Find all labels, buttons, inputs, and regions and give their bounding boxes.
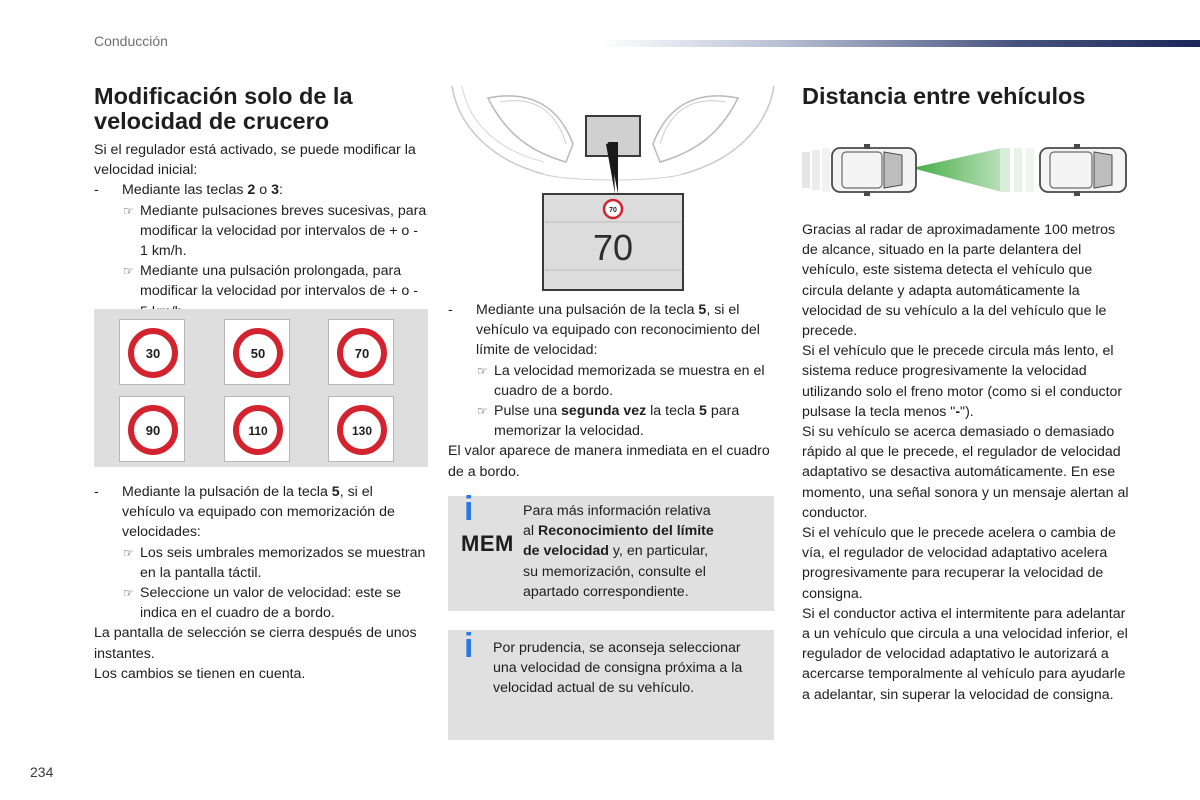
step-select-text: Seleccione un valor de velocidad: este se indica en el cuadro de a bordo.: [140, 585, 402, 622]
press-pre: Mediante una pulsación de la tecla: [476, 302, 699, 318]
info-mem-line-2-pre: al: [523, 523, 538, 540]
pointing-hand-icon: ☞: [477, 404, 488, 419]
prudence-text: Por prudencia, se aconseja seleccionar una velocidad de consigna próxima a la velocidad actual de su vehículo.: [493, 640, 743, 697]
speed-limit-sign-icon: [225, 320, 291, 386]
display-limit-sign: 70: [609, 207, 617, 214]
step-short-press: [94, 201, 429, 262]
keys-pre: Mediante las teclas: [122, 182, 248, 199]
too-close-paragraph: Si su vehículo se acerca demasiado o demasiado rápido al que le precede, el regulador de velocidad adaptativo se desactiva automáticamente. En ese momento, una señal sonora y un mensaje alertan al conductor.: [802, 424, 1129, 521]
step-thresholds-shown: [94, 543, 429, 583]
column-cruise-speed: [94, 84, 429, 322]
speed-sign-panel: [94, 309, 428, 467]
speed-sign-value: 70: [354, 346, 370, 361]
title-line-1: Modificación solo de la: [94, 83, 353, 109]
info-mem-line-4: su memorización, consulte el: [523, 563, 706, 580]
column-vehicle-distance: [802, 84, 1132, 109]
column-memory-speeds: [94, 482, 429, 684]
outro-changes-applied: Los cambios se tienen en cuenta.: [94, 665, 306, 682]
step-long-press-text: Mediante una pulsación prolongada, para modificar la velocidad por intervalos de + o -: [140, 263, 418, 300]
info-icon: i: [464, 490, 474, 528]
key5-post: , si el vehículo va equipado con memorización de velocidades:: [122, 484, 395, 541]
display-speed-value: 70: [592, 227, 634, 268]
vehicle-distance-body: [802, 220, 1132, 705]
key-2: 2: [247, 182, 256, 199]
slower-vehicle-text: Si el vehículo que le precede circula más lento, el sistema reduce progresivamente la velocidad utilizando solo el freno motor (como si el conductor pulsase la tecla menos ": [802, 343, 1123, 420]
pointing-hand-icon: ☞: [123, 545, 134, 560]
step-press-again-post: para memorizar la velocidad.: [494, 403, 740, 440]
info-mem-link-bold-2: de velocidad: [523, 543, 609, 560]
radar-paragraph: Gracias al radar de aproximadamente 100 metros de alcance, situado en la parte delantera del vehículo, este sistema detecta el vehículo que circula delante y adapta automáticamente la velocidad de su vehículo a la del vehículo que le precede.: [802, 222, 1116, 340]
page-number: 234: [30, 764, 54, 780]
info-box-prudence: [448, 627, 774, 740]
pointing-hand-icon: ☞: [123, 264, 134, 279]
speed-sign-value: 50: [250, 346, 266, 361]
info-mem-line-3: [523, 541, 768, 561]
outro-screen-closes: La pantalla de selección se cierra después de unos instantes.: [94, 625, 417, 662]
speed-limit-sign-icon: [329, 320, 395, 386]
speed-sign-card: [224, 396, 290, 462]
speed-sign-value: 110: [248, 424, 268, 438]
mem-label: MEM: [461, 531, 514, 556]
step-thresholds-text: Los seis umbrales memorizados se muestran en la pantalla táctil.: [140, 544, 426, 581]
info-mem-line-3-post: y, en particular,: [608, 543, 709, 560]
minus-key: -: [955, 403, 961, 420]
step-select-value: [94, 583, 429, 623]
second-time-emphasis: segunda vez: [561, 403, 647, 420]
info-mem-line-2: [523, 521, 768, 541]
key-5: 5: [331, 484, 340, 500]
speed-limit-sign-icon: [120, 397, 186, 463]
own-vehicle-icon: [832, 144, 916, 196]
title-line-2: velocidad de crucero: [94, 108, 330, 134]
keys-bullet: [94, 180, 429, 200]
column-speed-recognition: [448, 300, 778, 482]
step-press-again: [448, 401, 778, 441]
step-press-again-pre: Pulse una: [494, 403, 562, 420]
speed-sign-card: [224, 319, 290, 385]
keys-post: :: [278, 182, 283, 199]
speed-sign-value: 130: [351, 424, 373, 438]
speed-sign-value: 30: [145, 346, 161, 361]
lead-vehicle-icon: [1040, 144, 1126, 196]
keys-mid: o: [255, 182, 272, 199]
info-mem-text: [523, 501, 768, 602]
step-memorized-text: La velocidad memorizada se muestra en el cuadro de a bordo.: [494, 362, 765, 399]
lead-accelerates-paragraph: Si el vehículo que le precede acelera o cambia de vía, el regulador de velocidad adaptativo acelera progresivamente para recuperar la velocidad de consigna.: [802, 525, 1116, 602]
speed-sign-value: 90: [145, 423, 161, 438]
info-icon: i: [464, 627, 474, 665]
speed-limit-sign-icon: [329, 397, 395, 463]
cruise-speed-title: [94, 84, 429, 134]
press-key-5: 5: [698, 302, 707, 318]
info-mem-link-bold: Reconocimiento del límite: [537, 523, 714, 540]
slower-vehicle-paragraph: [802, 341, 1132, 422]
overtake-paragraph: Si el conductor activa el intermitente para adelantar a un vehículo que circula a una velocidad inferior, el regulador de velocidad adaptativo le autorizará a acercarse temporalmente al vehículo para ayudarle a adelantar, sin superar la velocidad de consigna.: [802, 605, 1128, 703]
step-memorized-shown: [448, 361, 778, 401]
info-box-speed-recognition: [448, 490, 774, 611]
speed-sign-card: [328, 319, 394, 385]
speed-limit-sign-icon: [120, 320, 186, 386]
step-press-again-mid: la tecla: [646, 403, 700, 420]
instrument-cluster-illustration: [448, 84, 778, 294]
press-key5-bullet: [448, 300, 778, 361]
info-mem-line-1: Para más información relativa: [523, 503, 711, 519]
step-key-5: 5: [699, 403, 707, 420]
section-header: Conducción: [94, 33, 168, 49]
slower-vehicle-end: ").: [960, 403, 974, 420]
pointing-hand-icon: ☞: [123, 586, 134, 601]
value-appears-text: El valor aparece de manera inmediata en el cuadro de a bordo.: [448, 443, 770, 480]
pointing-hand-icon: ☞: [477, 363, 488, 378]
press-post: , si el vehículo va equipado con reconocimiento del límite de velocidad:: [476, 302, 760, 359]
speed-sign-card: [328, 396, 394, 462]
speed-sign-card: [119, 396, 185, 462]
intro-text: Si el regulador está activado, se puede modificar la velocidad inicial:: [94, 142, 416, 179]
info-mem-line-5: apartado correspondiente.: [523, 583, 689, 600]
step-short-press-text: Mediante pulsaciones breves sucesivas, para modificar la velocidad por intervalos de + o - 1 km/h.: [140, 202, 427, 260]
key-3: 3: [271, 182, 279, 199]
pointing-hand-icon: ☞: [123, 203, 134, 218]
radar-distance-illustration: [802, 142, 1132, 198]
speed-limit-sign-icon: [225, 397, 291, 463]
header-gradient-bar: [600, 40, 1200, 47]
speed-sign-card: [119, 319, 185, 385]
key5-pre: Mediante la pulsación de la tecla: [122, 484, 332, 500]
vehicle-distance-title: Distancia entre vehículos: [802, 83, 1086, 109]
key5-bullet: [94, 482, 429, 543]
